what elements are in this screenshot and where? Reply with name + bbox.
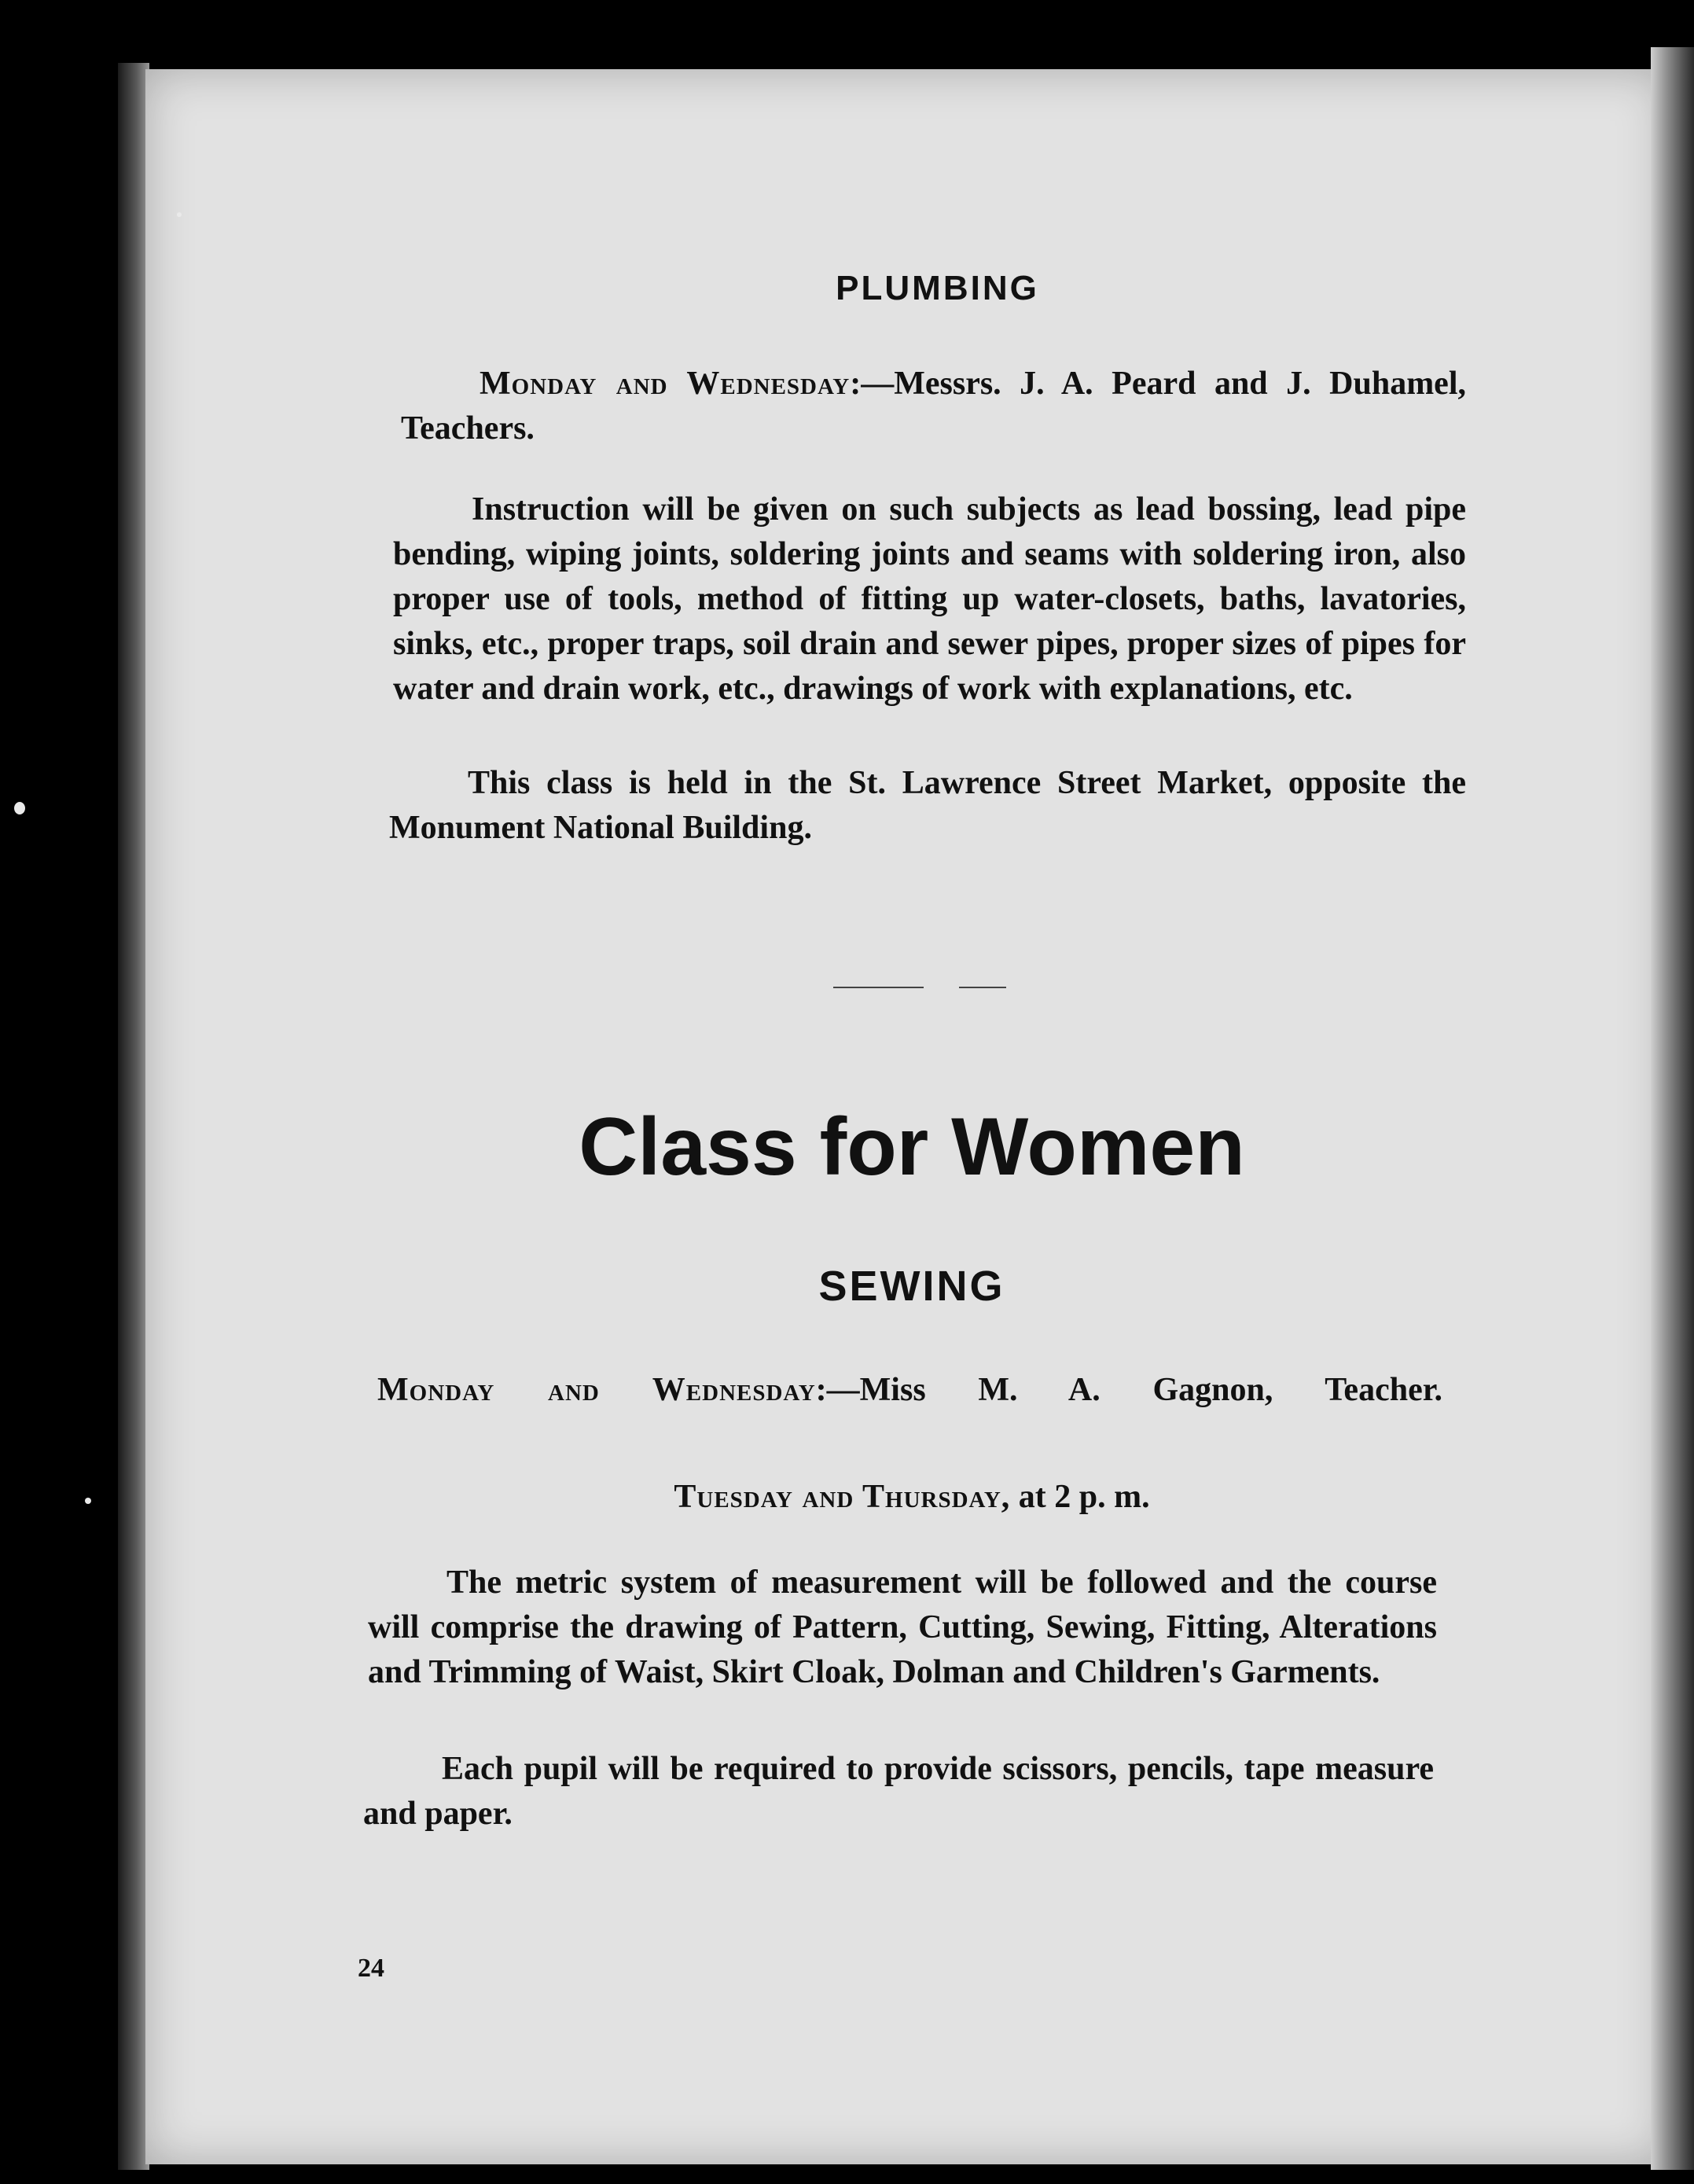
plumbing-days: Monday and Wednesday bbox=[480, 366, 851, 402]
section-divider bbox=[833, 987, 924, 988]
plumbing-teachers bbox=[401, 362, 1466, 451]
section-heading-plumbing: PLUMBING bbox=[836, 269, 1039, 307]
plumbing-description-text: Instruction will be given on such subjects as lead bossing, lead pipe bending, wiping joints, soldering joints and seams with soldering iron, also proper use of tools, method of fitting up water-closets, baths, lavatories, sinks, etc., proper traps, soil drain and sewer pipes, proper sizes of pipes for water and drain work, etc., drawings of work with explanations, etc. bbox=[393, 491, 1466, 707]
sewing-schedule-time: at 2 p. m. bbox=[1018, 1479, 1150, 1515]
plumbing-location bbox=[389, 761, 1466, 851]
sewing-supplies-text: Each pupil will be required to provide scissors, pencils, tape measure and paper. bbox=[363, 1751, 1434, 1832]
subsection-heading-sewing: SEWING bbox=[818, 1263, 1005, 1310]
sewing-description bbox=[368, 1561, 1437, 1695]
plumbing-location-text: This class is held in the St. Lawrence Street Market, opposite the Monument National Building. bbox=[389, 765, 1466, 846]
plumbing-description bbox=[393, 487, 1466, 711]
plumbing-teachers-text: :—Messrs. J. A. Peard and J. Duhamel, Teachers. bbox=[401, 366, 1466, 447]
sewing-days: Monday and Wednesday bbox=[377, 1372, 816, 1408]
section-divider bbox=[959, 987, 1006, 988]
scan-speck bbox=[177, 212, 182, 217]
sewing-teacher-text: :—Miss M. A. Gagnon, Teacher. bbox=[815, 1372, 1443, 1408]
sewing-schedule-days: Tuesday and Thursday, bbox=[674, 1479, 1011, 1515]
scan-speck bbox=[14, 802, 25, 814]
section-heading-women: Class for Women bbox=[579, 1101, 1245, 1193]
sewing-description-text: The metric system of measurement will be followed and the course will comprise the drawing of Pattern, Cutting, Sewing, Fitting, Alterations and Trimming of Waist, Skirt Cloak, Dolman and Children's Garments. bbox=[368, 1564, 1437, 1690]
sewing-schedule bbox=[0, 1478, 1694, 1516]
page-number: 24 bbox=[358, 1954, 384, 1983]
sewing-teacher bbox=[377, 1371, 1442, 1409]
sewing-supplies bbox=[363, 1747, 1434, 1837]
